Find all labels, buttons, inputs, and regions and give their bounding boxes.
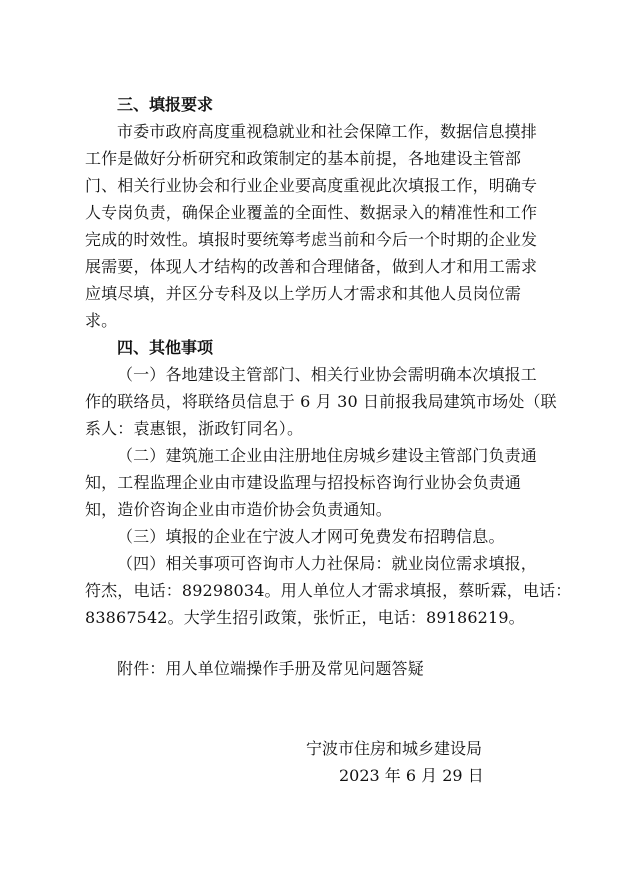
section-3-line: 工作是做好分析研究和政策制定的基本前提，各地建设主管部 [85,149,522,168]
section-3-line: 门、相关行业协会和行业企业要高度重视此次填报工作，明确专 [85,176,538,195]
section-3-line: 人专岗负责，确保企业覆盖的全面性、数据录入的精准性和工作 [85,203,538,222]
section-4-item-2-line: （二）建筑施工企业由注册地住房城乡建设主管部门负责通 [117,446,537,465]
section-3-heading: 三、填报要求 [117,95,214,114]
section-4-item-3-line: （三）填报的企业在宁波人才网可免费发布招聘信息。 [117,527,505,546]
section-3-line: 展需要，体现人才结构的改善和合理储备，做到人才和用工需求 [85,257,538,276]
section-4-item-1-line: （一）各地建设主管部门、相关行业协会需明确本次填报工 [117,365,537,384]
section-4-item-1-line: 作的联络员，将联络员信息于 6 月 30 日前报我局建筑市场处（联 [85,392,557,411]
section-4-item-1-line: 系人：袁惠银，浙政钉同名）。 [85,419,304,438]
section-4-item-4-line: 83867542。大学生招引政策，张忻正，电话：89186219。 [85,608,525,627]
section-3-line: 完成的时效性。填报时要统筹考虑当前和今后一个时期的企业发 [85,230,538,249]
section-3-line: 应填尽填，并区分专科及以上学历人才需求和其他人员岗位需 [85,284,522,303]
section-4-item-2-line: 知，工程监理企业由市建设监理与招投标咨询行业协会负责通 [85,473,522,492]
section-4-item-4-line: 符杰，电话：89298034。用人单位人才需求填报，蔡昕霖，电话： [85,581,572,600]
section-4-item-4-line: （四）相关事项可咨询市人力社保局：就业岗位需求填报， [117,554,537,573]
section-3-line: 求。 [85,311,118,330]
issue-date: 2023 年 6 月 29 日 [339,766,484,785]
section-3-line: 市委市政府高度重视稳就业和社会保障工作，数据信息摸排 [117,122,537,141]
issuing-organization: 宁波市住房和城乡建设局 [306,739,483,758]
section-4-heading: 四、其他事项 [117,338,214,357]
attachment-note: 附件：用人单位端操作手册及常见问题答疑 [117,659,424,678]
section-4-item-2-line: 知，造价咨询企业由市造价协会负责通知。 [85,500,392,519]
